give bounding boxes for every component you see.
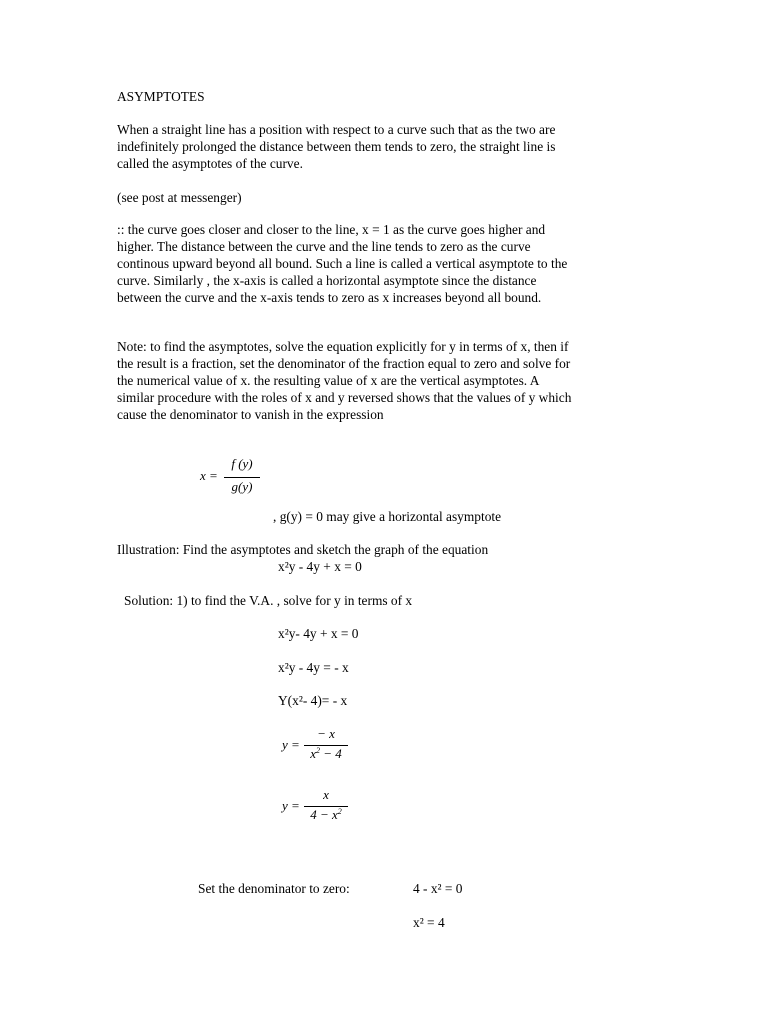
definition-line: indefinitely prolonged the distance between them tends to zero, the straight line is (117, 138, 556, 154)
denominator-exponent: 2 (337, 807, 342, 816)
solution-fraction-2 (282, 787, 352, 827)
fraction-numerator: x (323, 787, 329, 802)
solution-step: x²y - 4y = - x (278, 660, 349, 675)
explanation-line: :: the curve goes closer and closer to the line, x = 1 as the curve goes higher and (117, 222, 546, 237)
illustration-equation: x²y - 4y + x = 0 (278, 559, 362, 574)
set-denominator-equation: 4 - x² = 0 (413, 881, 463, 896)
document-title: ASYMPTOTES (117, 89, 205, 104)
note-line: similar procedure with the roles of x and y reversed shows that the values of y which (117, 389, 572, 405)
explanation-paragraph (117, 222, 657, 307)
formula-denominator: g(y) (231, 479, 253, 494)
solution-step: Y(x²- 4)= - x (278, 693, 348, 708)
see-post-note: (see post at messenger) (117, 190, 242, 205)
note-line: the numerical value of x. the resulting value of x are the vertical asymptotes. A (117, 372, 540, 388)
denominator-base: 4 − x (310, 807, 338, 822)
definition-line: When a straight line has a position with respect to a curve such that as the two are (117, 122, 556, 137)
definition-line: called the asymptotes of the curve. (117, 155, 303, 171)
gy-note: , g(y) = 0 may give a horizontal asymptote (273, 509, 502, 524)
note-line: cause the denominator to vanish in the expression (117, 406, 384, 422)
set-denominator-label: Set the denominator to zero: (198, 881, 350, 896)
fraction-lhs: y = (282, 798, 300, 813)
note-line: the result is a fraction, set the denominator of the fraction equal to zero and solve for (117, 355, 571, 371)
explanation-line: between the curve and the x-axis tends to zero as x increases beyond all bound. (117, 289, 542, 305)
note-line: Note: to find the asymptotes, solve the equation explicitly for y in terms of x, then if (117, 339, 569, 354)
fraction-numerator: − x (317, 726, 335, 741)
formula-numerator: f (y) (231, 456, 253, 471)
explanation-line: continous upward beyond all bound. Such a line is called a vertical asymptote to the (117, 255, 568, 271)
solution-step: x²y- 4y + x = 0 (278, 626, 359, 641)
explanation-line: curve. Similarly , the x-axis is called a horizontal asymptote since the distance (117, 272, 537, 288)
result-equation: x² = 4 (413, 915, 445, 930)
formula-lhs: x = (200, 468, 218, 483)
solution-fraction-1 (282, 726, 352, 766)
explanation-line: higher. The distance between the curve and the line tends to zero as the curve (117, 238, 531, 254)
fraction-bar (224, 477, 260, 478)
fraction-lhs: y = (282, 737, 300, 752)
fraction-denominator (304, 807, 348, 823)
definition-paragraph (117, 122, 657, 173)
denominator-base: x (310, 746, 316, 761)
denominator-exponent: 2 (316, 746, 320, 755)
formula-x-fraction (200, 456, 280, 500)
solution-text: Solution: 1) to find the V.A. , solve for y in terms of x (124, 593, 413, 608)
note-paragraph (117, 339, 657, 424)
denominator-rest: − 4 (320, 746, 342, 761)
illustration-text: Illustration: Find the asymptotes and sketch the graph of the equation (117, 542, 489, 557)
fraction-denominator (304, 746, 348, 762)
